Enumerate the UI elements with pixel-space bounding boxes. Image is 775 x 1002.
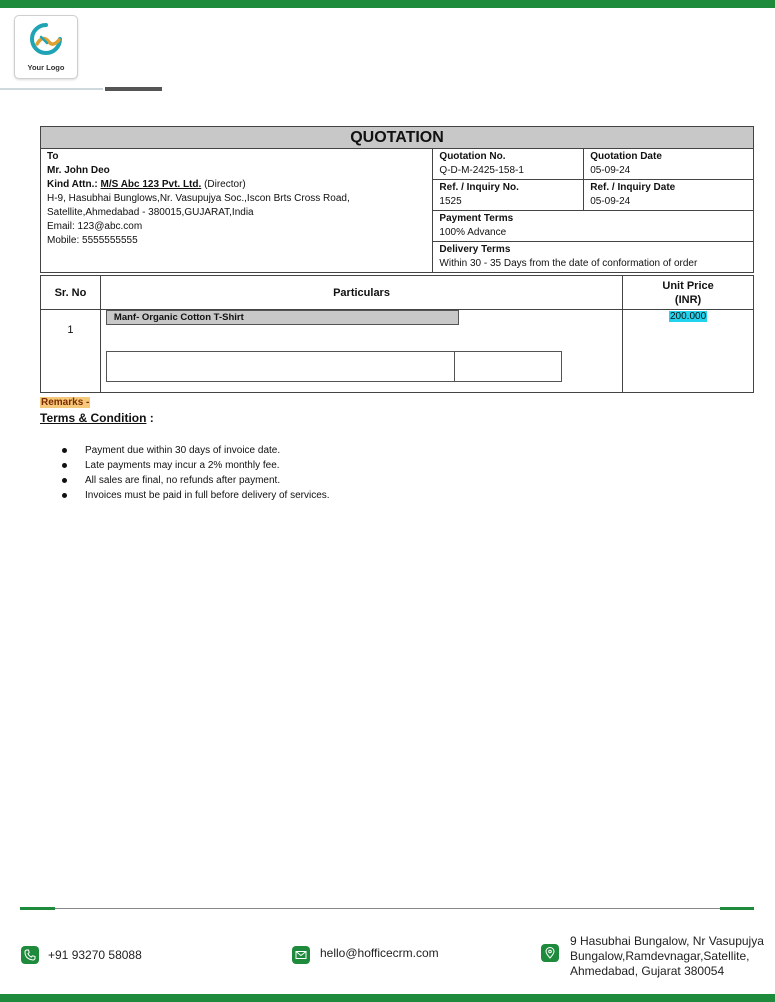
- bottom-accent-bar: [0, 994, 775, 1002]
- footer-address-line-2: Bungalow,Ramdevnagar,Satellite,: [570, 949, 750, 963]
- footer-address-line-1: 9 Hasubhai Bungalow, Nr Vasupujya: [570, 934, 764, 948]
- item-detail-box: [106, 351, 562, 382]
- remarks-label: Remarks -: [41, 397, 90, 408]
- list-item: All sales are final, no refunds after payment.: [62, 473, 330, 488]
- unit-price-currency: (INR): [674, 293, 702, 306]
- address-line-1: H-9, Hasubhai Bunglows,Nr. Vasupujya Soc.,Iscon Brts Cross Road,: [47, 193, 350, 204]
- kind-attn-role: (Director): [204, 179, 246, 190]
- ref-date-label: Ref. / Inquiry Date: [590, 182, 676, 193]
- ref-no: 1525: [439, 196, 462, 207]
- list-item: Payment due within 30 days of invoice date.: [62, 443, 330, 458]
- customer-mobile: Mobile: 5555555555: [47, 235, 138, 246]
- footer-email: hello@hofficecrm.com: [320, 946, 439, 960]
- sr-no-cell: [41, 310, 101, 393]
- top-accent-bar: [0, 0, 775, 8]
- logo-text: Your Logo: [27, 63, 65, 72]
- delivery-terms-cell: [433, 242, 754, 273]
- phone-icon: [21, 946, 39, 964]
- ref-no-label: Ref. / Inquiry No.: [439, 182, 519, 193]
- unit-price: 200.000: [669, 311, 707, 322]
- payment-terms: 100% Advance: [439, 227, 507, 238]
- terms-heading: [40, 411, 154, 425]
- list-item: Invoices must be paid in full before delivery of services.: [62, 488, 330, 503]
- kind-attn-label: Kind Attn.:: [47, 179, 98, 190]
- quotation-date-label: Quotation Date: [590, 151, 662, 162]
- col-header-unit-price: [623, 276, 754, 310]
- terms-title: Terms & Condition: [40, 411, 147, 425]
- delivery-terms: Within 30 - 35 Days from the date of conformation of order: [439, 258, 698, 269]
- company-logo: [14, 15, 78, 79]
- footer-accent-right: [720, 907, 754, 910]
- quotation-date-cell: [584, 149, 754, 180]
- sr-no: 1: [67, 324, 74, 336]
- address-line-2: Satellite,Ahmedabad - 380015,GUJARAT,India: [47, 207, 254, 218]
- header-divider-dark: [105, 87, 162, 91]
- payment-terms-label: Payment Terms: [439, 213, 514, 224]
- location-pin-icon: [541, 944, 559, 962]
- to-label: To: [47, 151, 59, 162]
- customer-email: Email: 123@abc.com: [47, 221, 143, 232]
- list-item: Late payments may incur a 2% monthly fee.: [62, 458, 330, 473]
- item-name: Manf- Organic Cotton T-Shirt: [106, 310, 459, 325]
- ref-date-cell: [584, 180, 754, 211]
- quotation-no-cell: [433, 149, 584, 180]
- delivery-terms-label: Delivery Terms: [439, 244, 511, 255]
- customer-block: [41, 149, 433, 273]
- quotation-no-label: Quotation No.: [439, 151, 506, 162]
- col-header-sr-no: Sr. No: [41, 276, 101, 310]
- footer-address-line-3: Ahmedabad, Gujarat 380054: [570, 964, 725, 978]
- col-header-particulars: Particulars: [100, 276, 622, 310]
- footer-address: [570, 934, 764, 979]
- terms-list: [62, 443, 330, 503]
- ref-no-cell: [433, 180, 584, 211]
- quotation-date: 05-09-24: [590, 165, 631, 176]
- footer-divider: [20, 908, 754, 909]
- payment-terms-cell: [433, 211, 754, 242]
- quotation-no: Q-D-M-2425-158-1: [439, 165, 524, 176]
- particulars-table: [40, 275, 754, 393]
- logo-mark-icon: [29, 22, 63, 56]
- particulars-cell: [100, 310, 622, 393]
- kind-attn: [47, 178, 426, 192]
- terms-colon: :: [146, 411, 154, 425]
- mail-icon: [292, 946, 310, 964]
- quotation-title: QUOTATION: [41, 127, 754, 149]
- footer-phone: +91 93270 58088: [48, 948, 142, 962]
- unit-price-label: Unit Price: [662, 279, 714, 292]
- table-row: [41, 310, 754, 393]
- footer-accent-left: [20, 907, 55, 910]
- customer-name: Mr. John Deo: [47, 165, 110, 176]
- item-detail-divider: [454, 352, 455, 381]
- quotation-header-table: [40, 126, 754, 273]
- ref-date: 05-09-24: [590, 196, 631, 207]
- header-divider-light: [0, 88, 103, 90]
- kind-attn-company: M/S Abc 123 Pvt. Ltd.: [100, 179, 202, 190]
- unit-price-cell: [623, 310, 754, 393]
